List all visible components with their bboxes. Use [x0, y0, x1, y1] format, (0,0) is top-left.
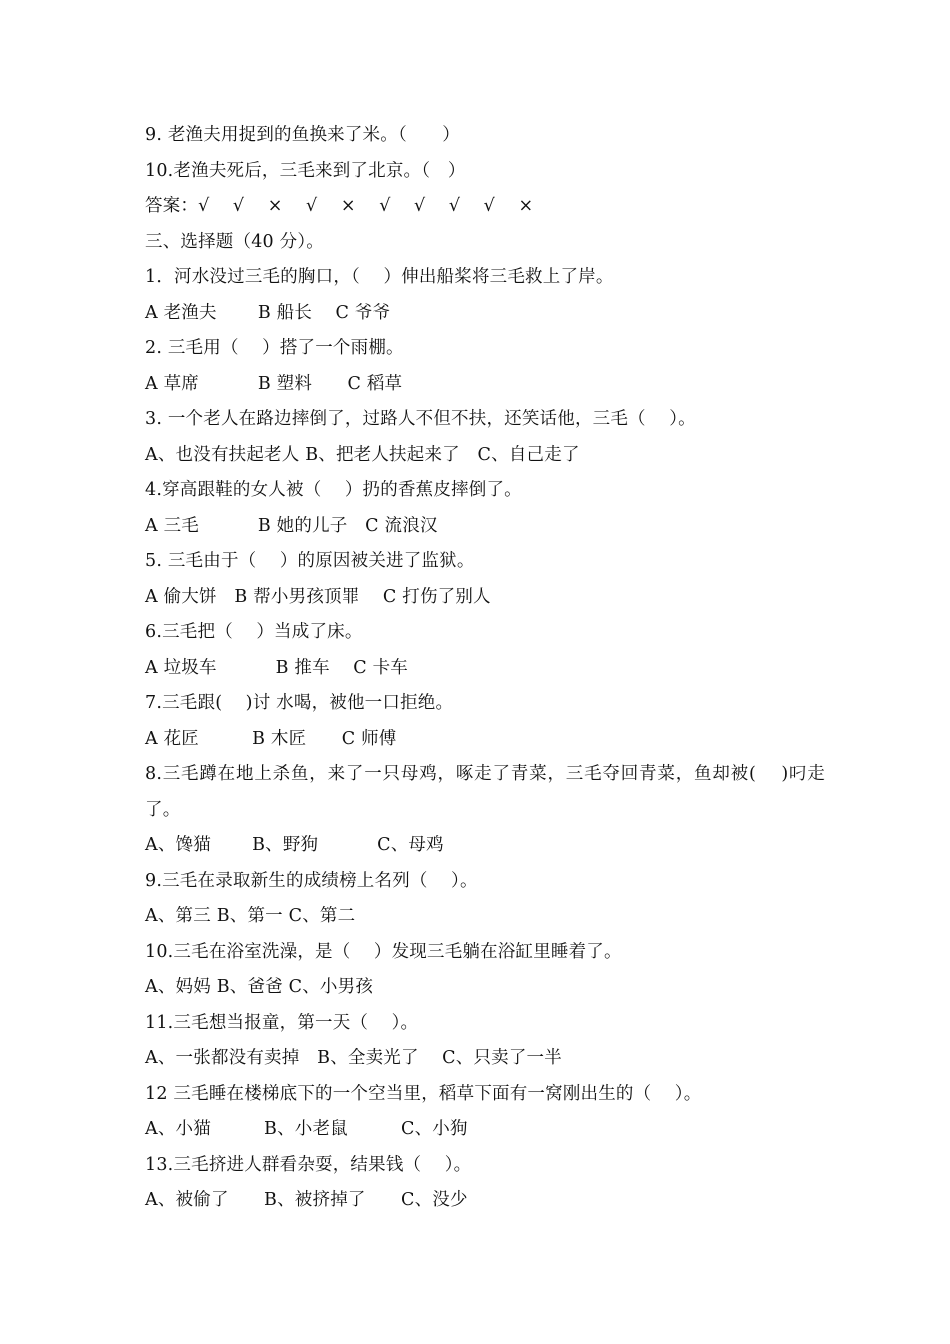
document-body — [145, 118, 825, 1219]
choice-options-11: A、一张都没有卖掉 B、全卖光了 C、只卖了一半 — [145, 1048, 562, 1068]
choice-options-9: A、第三 B、第一 C、第二 — [145, 906, 356, 926]
choice-question-3: 3. 一个老人在路边摔倒了，过路人不但不扶，还笑话他，三毛（ ）。 — [145, 409, 696, 429]
choice-question-6: 6.三毛把（ ）当成了床。 — [145, 622, 363, 642]
choice-options-6: A 垃圾车 B 推车 C 卡车 — [145, 657, 409, 678]
answer-key: 答案：√ √ × √ × √ √ √ √ × — [145, 196, 534, 216]
choice-question-11: 11.三毛想当报童，第一天（ ）。 — [145, 1012, 419, 1033]
choice-options-1: A 老渔夫 B 船长 C 爷爷 — [145, 302, 391, 323]
choice-question-12: 12 三毛睡在楼梯底下的一个空当里，稻草下面有一窝刚出生的（ ）。 — [145, 1083, 702, 1104]
choice-options-5: A 偷大饼 B 帮小男孩顶罪 C 打伤了别人 — [145, 586, 491, 607]
choice-question-2: 2. 三毛用（ ）搭了一个雨棚。 — [145, 338, 404, 358]
choice-options-7: A 花匠 B 木匠 C 师傅 — [145, 728, 397, 749]
choice-question-10: 10.三毛在浴室洗澡，是（ ）发现三毛躺在浴缸里睡着了。 — [145, 941, 622, 962]
choice-question-5: 5. 三毛由于（ ）的原因被关进了监狱。 — [145, 551, 475, 571]
choice-question-8: 8.三毛蹲在地上杀鱼，来了一只母鸡，啄走了青菜，三毛夺回青菜，鱼却被( )叼走了。 — [145, 764, 825, 820]
choice-question-7: 7.三毛跟( )讨 水喝，被他一口拒绝。 — [145, 693, 454, 713]
choice-options-13: A、被偷了 B、被挤掉了 C、没少 — [145, 1190, 468, 1210]
choice-question-1: 1．河水没过三毛的胸口，（ ）伸出船桨将三毛救上了岸。 — [145, 267, 614, 287]
choice-options-2: A 草席 B 塑料 C 稻草 — [145, 373, 403, 394]
true-false-question-9: 9. 老渔夫用捉到的鱼换来了米。（ ） — [145, 125, 461, 145]
section-heading: 三、选择题（40 分）。 — [145, 231, 324, 252]
true-false-question-10: 10.老渔夫死后，三毛来到了北京。（ ） — [145, 160, 466, 181]
choice-options-12: A、小猫 B、小老鼠 C、小狗 — [145, 1119, 468, 1139]
choice-options-8: A、馋猫 B、野狗 C、母鸡 — [145, 835, 444, 855]
choice-options-10: A、妈妈 B、爸爸 C、小男孩 — [145, 977, 374, 997]
choice-question-13: 13.三毛挤进人群看杂耍，结果钱（ ）。 — [145, 1154, 472, 1175]
choice-question-9: 9.三毛在录取新生的成绩榜上名列（ ）。 — [145, 870, 478, 891]
choice-options-3: A、也没有扶起老人 B、把老人扶起来了 C、自己走了 — [145, 444, 580, 465]
choice-options-4: A 三毛 B 她的儿子 C 流浪汉 — [145, 515, 438, 536]
choice-question-4: 4.穿高跟鞋的女人被（ ）扔的香蕉皮摔倒了。 — [145, 480, 522, 500]
